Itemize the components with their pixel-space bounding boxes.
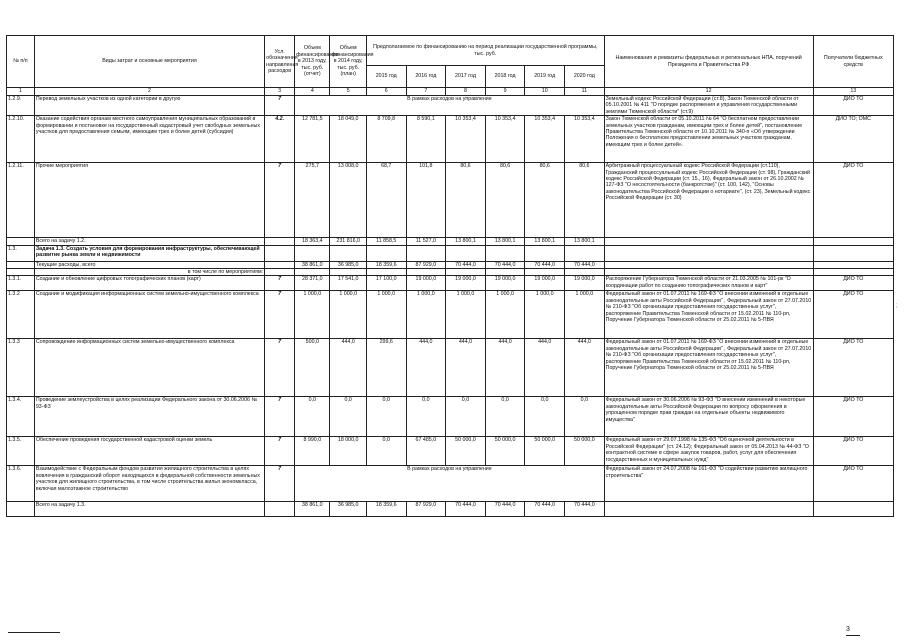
row-value bbox=[295, 245, 330, 261]
row-name: Обеспечение проведения государственной кадастровой оценки земель bbox=[34, 437, 264, 466]
table-row bbox=[7, 163, 894, 238]
row-number bbox=[7, 269, 35, 276]
row-value: 0,0 bbox=[366, 397, 406, 437]
header-fund-2013: Объем финансирования в 2013 году, тыс. руб. (отчет) bbox=[295, 36, 330, 88]
row-value: 10 353,4 bbox=[485, 116, 525, 163]
row-value: 80,6 bbox=[485, 163, 525, 238]
row-value bbox=[406, 245, 446, 261]
row-name: Всего на задачу 1.3. bbox=[34, 502, 264, 517]
table-row bbox=[7, 96, 894, 116]
row-value: 18 359,6 bbox=[366, 502, 406, 517]
row-value: 0,0 bbox=[406, 397, 446, 437]
row-recipient: ДИО ТО bbox=[813, 339, 893, 397]
row-value: 1 000,0 bbox=[525, 291, 565, 339]
row-name: Взаимодействие с Федеральным фондом развития жилищного строительства в целях вовлечения в гражданский оборот находящихся в федеральной собственности земельных участков для жилищного строительства, в том числе строительства жилья экономкласса, включая малоэтажное строительство bbox=[34, 466, 264, 502]
row-name: Сопровождение информационных систем земельно-имущественного комплекса bbox=[34, 339, 264, 397]
row-value: 1 000,0 bbox=[446, 291, 486, 339]
row-value: 11 858,5 bbox=[366, 238, 406, 245]
row-number: 1.2.9. bbox=[7, 96, 35, 116]
row-value: 444,0 bbox=[446, 339, 486, 397]
row-value: 19 000,0 bbox=[525, 276, 565, 291]
row-value: 444,0 bbox=[485, 339, 525, 397]
row-code bbox=[265, 245, 295, 261]
row-value: 0,0 bbox=[330, 397, 366, 437]
table-row bbox=[7, 269, 894, 276]
row-npa: Федеральный закон от 24.07.2008 № 161-ФЗ "О содействии развитию жилищного строительства" bbox=[604, 466, 813, 502]
header-recipients: Получатели бюджетных средств bbox=[813, 36, 893, 88]
row-npa bbox=[604, 238, 813, 245]
table-row bbox=[7, 502, 894, 517]
row-value bbox=[485, 269, 525, 276]
row-name: Текущие расходы, всего bbox=[34, 261, 264, 268]
row-value: 275,7 bbox=[295, 163, 330, 238]
row-recipient: ДИО ТО bbox=[813, 163, 893, 238]
row-value: 13 008,0 bbox=[330, 163, 366, 238]
row-npa bbox=[604, 261, 813, 268]
row-value: 8 709,8 bbox=[366, 116, 406, 163]
row-value bbox=[565, 269, 605, 276]
header-year: 2016 год bbox=[406, 66, 446, 88]
row-value: 1 000,0 bbox=[295, 291, 330, 339]
row-value bbox=[295, 269, 330, 276]
header-num: № п/п bbox=[7, 36, 35, 88]
row-value: 50 000,0 bbox=[525, 437, 565, 466]
row-value: 17 100,0 bbox=[366, 276, 406, 291]
row-value: 80,6 bbox=[565, 163, 605, 238]
column-number: 5 bbox=[330, 88, 366, 96]
row-value: 101,8 bbox=[406, 163, 446, 238]
row-value: 0,0 bbox=[565, 397, 605, 437]
row-value: 70 444,0 bbox=[525, 261, 565, 268]
row-value: 13 800,1 bbox=[485, 238, 525, 245]
row-name: Проведение землеустройства в целях реализации Федерального закона от 30.06.2006 № 93-ФЗ bbox=[34, 397, 264, 437]
row-recipient: ДИО ТО bbox=[813, 397, 893, 437]
row-npa: Федеральный закон от 30.06.2006 № 93-ФЗ "О внесении изменений в некоторые законодательные акты Российской Федерации по вопросу оформления в упрощенном порядке прав граждан на отдельные объекты недвижимого имущества" bbox=[604, 397, 813, 437]
row-value: 36 985,0 bbox=[330, 502, 366, 517]
row-code bbox=[265, 238, 295, 245]
row-npa: Федеральный закон от 01.07.2011 № 169-ФЗ "О внесении изменений в отдельные законодательные акты Российской Федерации" , Федеральный закон от 27.07.2010 № 210-ФЗ "Об организации предоставления государственных услуг", распоряжение Правительства Тюменской области от 15.02.2011 № 110-рп, Поручение Губернатора Тюменской области от 25.02.2011 № 5-ПВЯ bbox=[604, 291, 813, 339]
row-value: 10 353,4 bbox=[565, 116, 605, 163]
row-value: 10 353,4 bbox=[525, 116, 565, 163]
row-number: 1.3. bbox=[7, 245, 35, 261]
row-value: 10 353,4 bbox=[446, 116, 486, 163]
column-number: 2 bbox=[34, 88, 264, 96]
row-name: Всего на задачу 1.2. bbox=[34, 238, 264, 245]
table-row bbox=[7, 437, 894, 466]
row-value: 19 000,0 bbox=[446, 276, 486, 291]
table-row bbox=[7, 238, 894, 245]
row-value bbox=[525, 269, 565, 276]
row-name: Создание и модификация информационных систем земельно-имущественного комплекса bbox=[34, 291, 264, 339]
row-value bbox=[565, 245, 605, 261]
header-year: 2018 год bbox=[485, 66, 525, 88]
row-value: 8 990,0 bbox=[295, 437, 330, 466]
row-value: 1 000,0 bbox=[485, 291, 525, 339]
column-number: 3 bbox=[265, 88, 295, 96]
row-value: 1 000,0 bbox=[366, 291, 406, 339]
row-number: 1.3.6. bbox=[7, 466, 35, 502]
margin-mark: ; bbox=[896, 303, 898, 309]
header-code: Усл. обозначения направления расходов bbox=[265, 36, 295, 88]
row-npa: Земельный кодекс Российской Федерации (ст.8), Закон Тюменской области от 05.10.2001 № 411 "О порядке распоряжения и управления государственными землями Тюменской области" (ст.9) bbox=[604, 96, 813, 116]
row-value: 17 541,0 bbox=[330, 276, 366, 291]
row-value: 38 861,0 bbox=[295, 261, 330, 268]
header-year: 2015 год bbox=[366, 66, 406, 88]
row-value: 1 000,0 bbox=[330, 291, 366, 339]
row-number: 1.3.2 bbox=[7, 291, 35, 339]
row-number: 1.3.4. bbox=[7, 397, 35, 437]
row-code: 7 bbox=[265, 397, 295, 437]
row-value bbox=[446, 245, 486, 261]
row-value: 68,7 bbox=[366, 163, 406, 238]
column-number: 10 bbox=[525, 88, 565, 96]
row-code: 7 bbox=[265, 96, 295, 116]
header-fund-2014: Объем финансирования в 2014 году, тыс. руб. (план) bbox=[330, 36, 366, 88]
row-value: 444,0 bbox=[565, 339, 605, 397]
header-npa: Наименования и реквизиты федеральных и региональных НПА, поручений Президента и Правительства РФ bbox=[604, 36, 813, 88]
row-value: 444,0 bbox=[525, 339, 565, 397]
row-npa bbox=[604, 502, 813, 517]
row-value: 444,0 bbox=[330, 339, 366, 397]
row-name: Прочие мероприятия bbox=[34, 163, 264, 238]
row-number bbox=[7, 502, 35, 517]
row-value bbox=[446, 269, 486, 276]
row-npa: Федеральный закон от 01.07.2011 № 169-ФЗ "О внесении изменений в отдельные законодательные акты Российской Федерации" , Федеральный закон от 27.07.2010 № 210-ФЗ "Об организации предоставления государственных услуг", распоряжение Правительства Тюменской области от 15.02.2011 № 110-рп, Поручение Губернатора Тюменской области от 25.02.2011 № 5-ПВЯ bbox=[604, 339, 813, 397]
table-row bbox=[7, 339, 894, 397]
table-row bbox=[7, 291, 894, 339]
row-value: 50 000,0 bbox=[565, 437, 605, 466]
row-value: 8 590,1 bbox=[406, 116, 446, 163]
row-number: 1.3.1. bbox=[7, 276, 35, 291]
table-row bbox=[7, 261, 894, 268]
footer-line bbox=[8, 632, 60, 633]
row-value bbox=[485, 245, 525, 261]
row-value: 13 800,1 bbox=[446, 238, 486, 245]
row-value: 1 000,0 bbox=[565, 291, 605, 339]
row-name: в том числе по мероприятиям: bbox=[34, 269, 264, 276]
row-number bbox=[7, 238, 35, 245]
page-number-underline bbox=[846, 635, 860, 636]
row-npa: Арбитражный процессуальный кодекс Российской Федерации (ст.110), Гражданский процессуальный кодекс Российской Федерации (ст. 98), Гражданский кодекс Российской Федерации (ст. 15., 16), Федеральный закон от 26.10.2002 № 127-ФЗ "О несостоятельности (банкротстве)" (ст. 100, 142), "Основы законодательства Российской Федерации о нотариате", (ст. 23), Земельный кодекс Российской Федерации (ст. 30) bbox=[604, 163, 813, 238]
row-value: 18 359,6 bbox=[366, 261, 406, 268]
row-value: 1 000,0 bbox=[406, 291, 446, 339]
row-npa bbox=[604, 269, 813, 276]
row-number: 1.3.5. bbox=[7, 437, 35, 466]
column-number: 9 bbox=[485, 88, 525, 96]
column-number: 4 bbox=[295, 88, 330, 96]
row-recipient: ДИО ТО bbox=[813, 437, 893, 466]
row-number: 1.3.3 bbox=[7, 339, 35, 397]
row-recipient: ДИО ТО bbox=[813, 96, 893, 116]
row-value: 50 000,0 bbox=[485, 437, 525, 466]
row-name: Создание и обновление цифровых топографических планов (карт) bbox=[34, 276, 264, 291]
row-value: 70 444,0 bbox=[446, 502, 486, 517]
row-value: 0,0 bbox=[295, 397, 330, 437]
table-row bbox=[7, 276, 894, 291]
row-code: 7 bbox=[265, 163, 295, 238]
row-value: 18 000,0 bbox=[330, 437, 366, 466]
header-types: Виды затрат и основные мероприятия bbox=[34, 36, 264, 88]
row-recipient bbox=[813, 502, 893, 517]
row-value: 70 444,0 bbox=[485, 261, 525, 268]
row-number bbox=[7, 261, 35, 268]
row-code: 7 bbox=[265, 291, 295, 339]
row-value: 70 444,0 bbox=[485, 502, 525, 517]
header-year: 2017 год bbox=[446, 66, 486, 88]
row-value: 11 527,0 bbox=[406, 238, 446, 245]
row-value: 70 444,0 bbox=[565, 261, 605, 268]
row-name: Перевод земельных участков из одной категории в другую bbox=[34, 96, 264, 116]
row-code bbox=[265, 269, 295, 276]
row-value: 0,0 bbox=[366, 437, 406, 466]
row-recipient: ДИО ТО; ОМС bbox=[813, 116, 893, 163]
row-value: 70 444,0 bbox=[565, 502, 605, 517]
table-row bbox=[7, 245, 894, 261]
row-code: 7 bbox=[265, 466, 295, 502]
row-name: Оказание содействия органам местного самоуправления муниципальных образований в формировании и постановке на государственный кадастровый учет свободных земельных участков для предоставления семьям, имеющим трех и более детей (субсидия) bbox=[34, 116, 264, 163]
table-row bbox=[7, 466, 894, 502]
row-npa: Закон Тюменской области от 05.10.2011 № 64 "О бесплатном предоставлении земельных участков гражданам, имеющим трех и более детей", постановление Правительства Тюменской области от 10.10.2011 № 340-п «Об утверждении Положения о бесплатном предоставлении земельных участков гражданам, имеющим трех и более детей». bbox=[604, 116, 813, 163]
row-value bbox=[406, 269, 446, 276]
row-value: 13 800,1 bbox=[525, 238, 565, 245]
row-value: 19 000,0 bbox=[406, 276, 446, 291]
row-value: 299,6 bbox=[366, 339, 406, 397]
row-value: 67 485,0 bbox=[406, 437, 446, 466]
row-value: 18 363,4 bbox=[295, 238, 330, 245]
row-code: 7 bbox=[265, 437, 295, 466]
row-value: 444,0 bbox=[406, 339, 446, 397]
row-value bbox=[330, 245, 366, 261]
column-number: 12 bbox=[604, 88, 813, 96]
row-value: 500,0 bbox=[295, 339, 330, 397]
column-numbers-row bbox=[7, 88, 894, 96]
row-code: 7 bbox=[265, 276, 295, 291]
row-value: 50 000,0 bbox=[446, 437, 486, 466]
row-recipient bbox=[813, 238, 893, 245]
row-value: 70 444,0 bbox=[525, 502, 565, 517]
row-value: 38 861,0 bbox=[295, 502, 330, 517]
row-recipient bbox=[813, 269, 893, 276]
row-recipient: ДИО ТО bbox=[813, 466, 893, 502]
column-number: 6 bbox=[366, 88, 406, 96]
budget-table bbox=[6, 35, 894, 517]
row-value: 19 000,0 bbox=[565, 276, 605, 291]
header-year: 2019 год bbox=[525, 66, 565, 88]
header-planned: Предполагаемое по финансированию на период реализации государственной программы, тыс. руб. bbox=[366, 36, 604, 66]
row-value bbox=[366, 269, 406, 276]
column-number: 13 bbox=[813, 88, 893, 96]
row-value: 70 444,0 bbox=[446, 261, 486, 268]
row-value: 36 985,0 bbox=[330, 261, 366, 268]
row-npa: Распоряжение Губернатора Тюменской области от 21.03.2005 № 101-рк "О координации работ по созданию топографических планов и карт" bbox=[604, 276, 813, 291]
row-value: 28 371,0 bbox=[295, 276, 330, 291]
row-npa: Федеральный закон от 29.07.1998 № 135-ФЗ "Об оценочной деятельности в Российской Федерации" (ст. 24.12); Федеральный закон от 05.04.2013 № 44-ФЗ "О контрактной системе в сфере закупок товаров, работ, услуг для обеспечения государственных и муниципальных нужд" bbox=[604, 437, 813, 466]
row-value: 12 781,5 bbox=[295, 116, 330, 163]
column-number: 7 bbox=[406, 88, 446, 96]
row-value bbox=[525, 245, 565, 261]
row-value: 231 816,0 bbox=[330, 238, 366, 245]
row-value bbox=[366, 245, 406, 261]
row-value: 80,6 bbox=[525, 163, 565, 238]
row-value: 18 049,0 bbox=[330, 116, 366, 163]
row-value: 13 800,1 bbox=[565, 238, 605, 245]
row-code: 4.2. bbox=[265, 116, 295, 163]
row-value: 87 929,0 bbox=[406, 261, 446, 268]
column-number: 8 bbox=[446, 88, 486, 96]
row-recipient: ДИО ТО bbox=[813, 291, 893, 339]
row-recipient bbox=[813, 261, 893, 268]
row-value: 19 000,0 bbox=[485, 276, 525, 291]
page-number: 3 bbox=[846, 626, 850, 633]
table-row bbox=[7, 116, 894, 163]
row-value: 0,0 bbox=[446, 397, 486, 437]
row-code bbox=[265, 502, 295, 517]
table-row bbox=[7, 397, 894, 437]
row-recipient: ДИО ТО bbox=[813, 276, 893, 291]
row-value: 0,0 bbox=[485, 397, 525, 437]
row-value bbox=[330, 269, 366, 276]
row-number: 1.2.11. bbox=[7, 163, 35, 238]
row-npa bbox=[604, 245, 813, 261]
row-value: 0,0 bbox=[525, 397, 565, 437]
row-value: 87 929,0 bbox=[406, 502, 446, 517]
span-note: В рамках расходов на управление bbox=[295, 466, 605, 502]
column-number: 11 bbox=[565, 88, 605, 96]
row-value: 80,6 bbox=[446, 163, 486, 238]
column-number: 1 bbox=[7, 88, 35, 96]
row-name: Задача 1.3. Создать условия для формирования инфраструктуры, обеспечивающей развитие рынка земли и недвижимости bbox=[34, 245, 264, 261]
row-code bbox=[265, 261, 295, 268]
row-number: 1.2.10. bbox=[7, 116, 35, 163]
row-recipient bbox=[813, 245, 893, 261]
span-note: В рамках расходов на управление bbox=[295, 96, 605, 116]
row-code: 7 bbox=[265, 339, 295, 397]
header-year: 2020 год bbox=[565, 66, 605, 88]
